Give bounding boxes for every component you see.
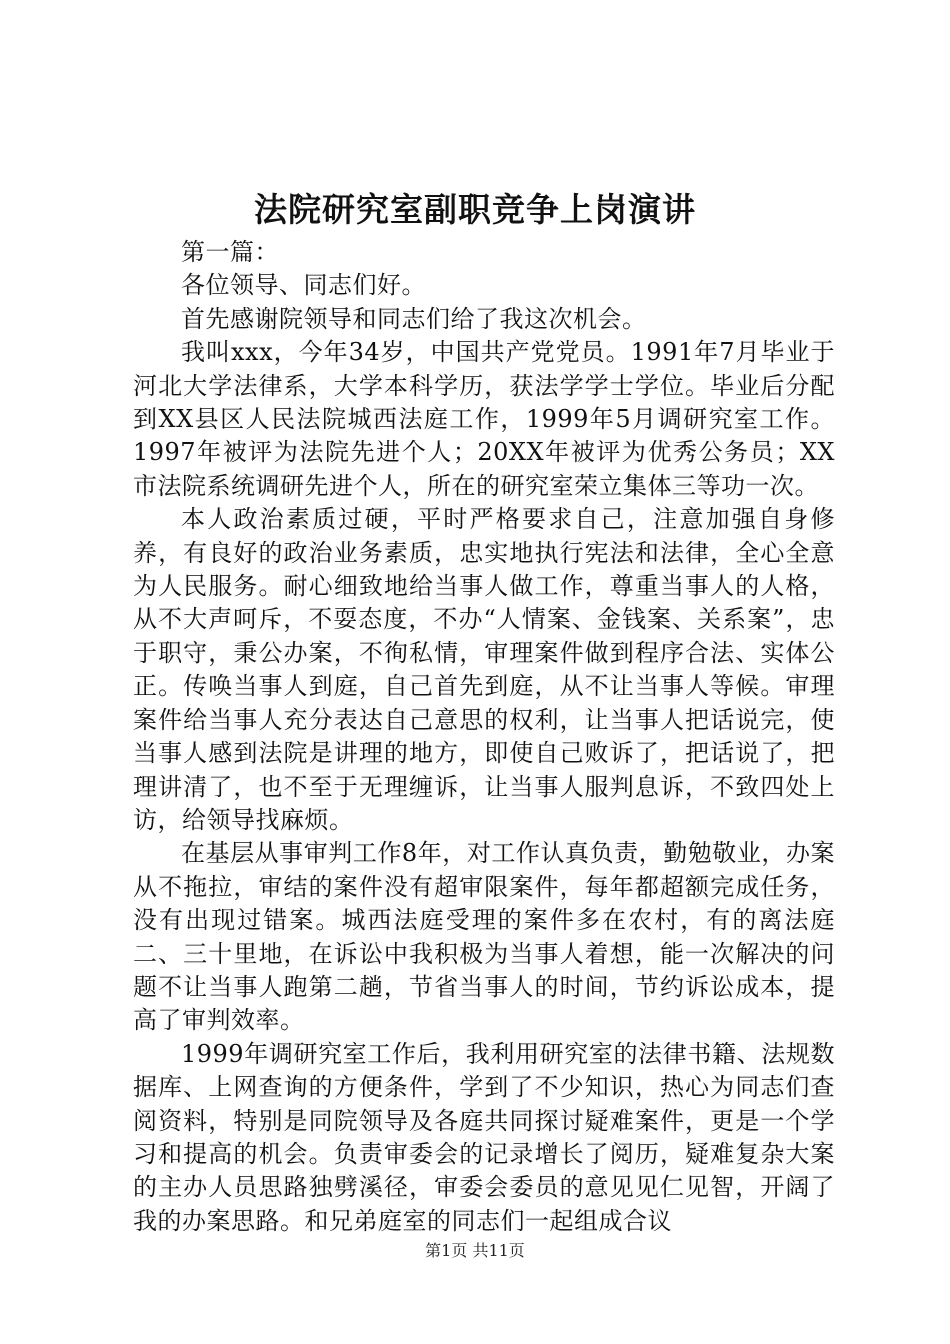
research-work-paragraph: 1999年调研究室工作后，我利用研究室的法律书籍、法规数据库、上网查询的方便条件，学到了不少知识，热心为同志们查阅资料，特别是同院领导及各庭共同探讨疑难案件，更是一个学习和提高的机会。负责审委会的记录增长了阅历，疑难复杂大案的主办人员思路独劈溪径，审委会委员的意见见仁见智，开阔了我的办案思路。和兄弟庭室的同志们一起组成合议 xyxy=(133,1039,835,1235)
greeting-paragraph: 各位领导、同志们好。 xyxy=(181,271,426,300)
thanks-paragraph: 首先感谢院领导和同志们给了我这次机会。 xyxy=(181,304,647,333)
document-title: 法院研究室副职竞争上岗演讲 xyxy=(254,190,696,229)
political-quality-paragraph: 本人政治素质过硬，平时严格要求自己，注意加强自身修养，有良好的政治业务素质，忠实地执行宪法和法律，全心全意为人民服务。耐心细致地给当事人做工作，尊重当事人的人格，从不大声呵斥，不耍态度，不办“人情案、金钱案、关系案”，忠于职守，秉公办案，不徇私情，审理案件做到程序合法、实体公正。传唤当事人到庭，自己首先到庭，从不让当事人等候。审理案件给当事人充分表达自己意思的权利，让当事人把话说完，使当事人感到法院是讲理的地方，即使自己败诉了，把话说了，把理讲清了，也不至于无理缠诉，让当事人服判息诉，不致四处上访，给领导找麻烦。 xyxy=(133,505,835,834)
section-heading: 第一篇： xyxy=(181,238,279,266)
trial-work-paragraph: 在基层从事审判工作8年，对工作认真负责，勤勉敬业，办案从不拖拉，审结的案件没有超审限案件，每年都超额完成任务，没有出现过错案。城西法庭受理的案件多在农村，有的离法庭二、三十里地，在诉讼中我积极为当事人着想，能一次解决的问题不让当事人跑第二趟，节省当事人的时间，节约诉讼成本，提高了审判效率。 xyxy=(133,839,835,1035)
document-body xyxy=(133,236,835,1238)
self-introduction-paragraph: 我叫xxx，今年34岁，中国共产党党员。1991年7月毕业于河北大学法律系，大学本科学历，获法学学士学位。毕业后分配到XX县区人民法院城西法庭工作，1999年5月调研究室工作。1997年被评为法院先进个人；20XX年被评为优秀公务员；XX市法院系统调研先进个人，所在的研究室荣立集体三等功一次。 xyxy=(133,338,835,500)
page-footer: 第1页 共11页 xyxy=(425,1241,525,1260)
